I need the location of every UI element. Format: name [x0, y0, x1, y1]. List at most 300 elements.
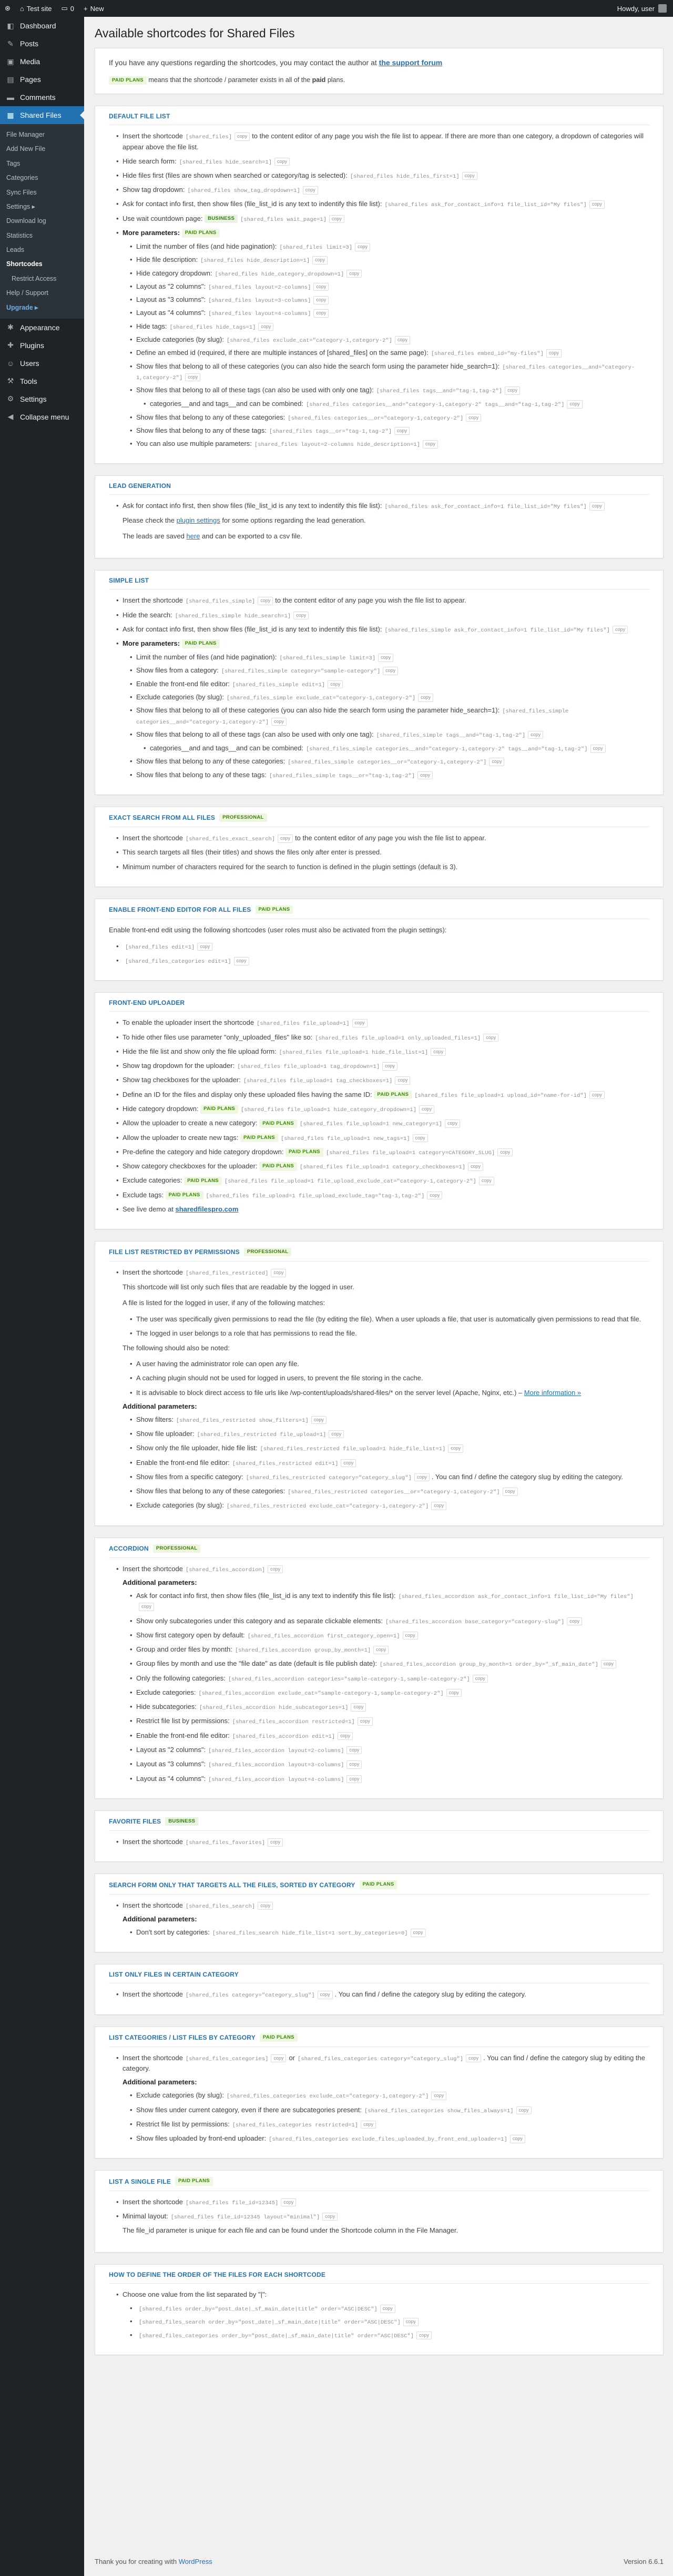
copy-button[interactable]: copy — [318, 1991, 333, 1999]
copy-button[interactable]: copy — [601, 1660, 616, 1668]
list-item — [109, 2211, 649, 2222]
section-title: EXACT SEARCH FROM ALL FILES — [109, 814, 216, 822]
paid-plans-badge: PAID PLANS — [259, 1119, 297, 1128]
list-item — [123, 1388, 649, 1398]
item-label: Show filters: — [136, 1415, 174, 1423]
list-item — [123, 1359, 649, 1369]
copy-button[interactable]: copy — [462, 172, 477, 180]
copy-button[interactable]: copy — [416, 2331, 432, 2340]
list-item — [123, 2105, 649, 2115]
shortcode-text: [shared_files_accordion exclude_cat="sample-category-1,sample-category-2"] — [198, 1690, 444, 1697]
shortcode-text: [shared_files_search] — [185, 1903, 256, 1910]
shortcode-text: [shared_files_accordion layout=2-columns] — [208, 1747, 344, 1754]
list-item — [123, 652, 649, 663]
copy-button[interactable]: copy — [546, 349, 562, 358]
shortcode-text: [shared_files_restricted show_filters=1] — [176, 1417, 309, 1424]
menu-item-tools[interactable] — [0, 372, 84, 390]
list-item — [123, 1702, 649, 1712]
copy-button[interactable]: copy — [268, 1565, 283, 1574]
submenu-sync-files[interactable]: Sync Files — [6, 188, 37, 196]
shortcode-text: [shared_files file_upload=1 only_uploaded_files=1] — [315, 1035, 481, 1042]
list-item — [123, 308, 649, 318]
section-heading — [109, 999, 649, 1012]
paid-plans-badge: PAID PLANS — [166, 1191, 203, 1199]
list-item — [109, 1989, 649, 2000]
item-label: Hide files first (files are shown when searched or category/tag is selected): — [123, 171, 348, 179]
item-label: Define an embed id (required, if there are multiple instances of [shared_files] on the same page): — [136, 349, 429, 357]
item-label: To hide other files use parameter "only_uploaded_files" like so: — [123, 1033, 313, 1041]
copy-button[interactable]: copy — [383, 667, 398, 675]
section-simple-list — [95, 570, 664, 795]
main-content — [95, 17, 664, 2367]
copy-button[interactable]: copy — [445, 1119, 460, 1128]
item-label: Show tag checkboxes for the uploader: — [123, 1076, 241, 1084]
list-item — [136, 743, 649, 754]
copy-button[interactable]: copy — [423, 440, 438, 449]
item-label: More parameters: — [123, 639, 180, 648]
new-content-link[interactable]: + New — [83, 4, 104, 13]
copy-button[interactable]: copy — [329, 215, 344, 223]
list-item — [109, 213, 649, 224]
shortcode-text: [shared_files_simple category="sample-category"] — [221, 668, 381, 675]
comments-link[interactable]: ▭ 0 — [61, 4, 74, 13]
menu-item-pages[interactable] — [0, 70, 84, 88]
paid-plans-badge: PAID PLANS — [256, 905, 293, 914]
submenu-add-new-file[interactable]: Add New File — [6, 145, 46, 153]
wordpress-logo-icon[interactable]: ⊛ — [5, 4, 11, 12]
copy-button[interactable]: copy — [268, 1838, 283, 1847]
section-title: FRONT-END UPLOADER — [109, 999, 185, 1007]
copy-button[interactable]: copy — [281, 2198, 296, 2207]
list-item — [123, 268, 649, 279]
item-label: Allow the uploader to create a new category: — [123, 1119, 258, 1127]
item-label: Minimal layout: — [123, 2212, 168, 2220]
item-label: Hide the file list and show only the file upload form: — [123, 1047, 277, 1055]
users-icon: ☺ — [6, 359, 15, 368]
list-item — [109, 156, 649, 167]
item-note: . You can find / define the category slug by editing the category. — [431, 1472, 623, 1481]
list-item — [109, 1900, 649, 1911]
wordpress-link[interactable]: WordPress — [178, 2558, 212, 2565]
list-item — [109, 1046, 649, 1057]
copy-button[interactable]: copy — [311, 1416, 327, 1424]
section-heading — [109, 577, 649, 589]
support-forum-link[interactable]: the support forum — [379, 58, 443, 67]
section-list-a-single-file — [95, 2170, 664, 2253]
copy-button[interactable]: copy — [473, 1675, 488, 1683]
item-label: Define an ID for the files and display only these uploaded files having the same ID: — [123, 1090, 372, 1098]
list-item — [123, 294, 649, 305]
copy-button[interactable]: copy — [274, 158, 290, 166]
submenu-shortcodes[interactable]: Shortcodes — [6, 260, 43, 268]
plugins-icon: ✚ — [7, 341, 14, 350]
copy-button[interactable]: copy — [355, 243, 370, 251]
paid-plans-badge: PAID PLANS — [285, 1148, 323, 1156]
shortcode-text: [shared_files_accordion group_by_month=1 order_by="_sf_main_date"] — [380, 1662, 598, 1668]
copy-button[interactable]: copy — [329, 1430, 344, 1439]
menu-item-dashboard[interactable] — [0, 17, 84, 35]
copy-button[interactable]: copy — [313, 296, 329, 304]
item-label: This search targets all files (their titles) and shows the files only after enter is pressed. — [123, 848, 382, 857]
copy-button[interactable]: copy — [395, 1076, 410, 1085]
copy-button[interactable]: copy — [589, 200, 605, 209]
item-label: To enable the uploader insert the shortcode — [123, 1019, 254, 1027]
copy-button[interactable]: copy — [419, 1105, 434, 1114]
list-item — [109, 847, 649, 858]
copy-button[interactable]: copy — [528, 731, 543, 739]
copy-button[interactable]: copy — [403, 2318, 419, 2326]
list-item — [123, 334, 649, 345]
menu-item-collapse-menu[interactable] — [0, 408, 84, 426]
shortcode-text: [shared_files ask_for_contact_info=1 file_list_id="My files"] — [384, 202, 587, 209]
admin-footer: Thank you for creating with WordPress Version 6.6.1 — [95, 2558, 664, 2565]
copy-button[interactable]: copy — [358, 1717, 373, 1726]
copy-button[interactable]: copy — [466, 2054, 481, 2063]
item-label: Layout as "3 columns": — [136, 296, 206, 304]
shortcode-text: [shared_files category="category_slug"] — [185, 1992, 315, 1999]
list-item — [123, 1673, 649, 1684]
copy-button[interactable]: copy — [418, 694, 433, 702]
copy-button[interactable]: copy — [411, 1929, 426, 1937]
list-item — [109, 1090, 649, 1100]
list-item — [123, 254, 649, 265]
item-label: Show files that belong to any of these tags: — [136, 770, 267, 779]
shortcode-text: [shared_files] — [185, 134, 232, 141]
item-label: Enable the front-end file editor: — [136, 1731, 230, 1739]
submenu-download-log[interactable]: Download log — [6, 217, 46, 225]
shared-files-icon: ▦ — [7, 110, 14, 119]
shortcode-text: [shared_files_simple categories__and="category-1,category-2"] — [136, 708, 569, 726]
item-label: Show files that belong to any of these categories: — [136, 757, 285, 766]
copy-button[interactable]: copy — [431, 1048, 446, 1056]
shortcode-text: [shared_files file_upload=1 file_upload_exclude_cat="category-1,category-2"] — [224, 1178, 476, 1185]
list-item — [123, 1774, 649, 1784]
copy-button[interactable]: copy — [361, 2121, 376, 2129]
shortcode-text: [shared_files file_id=12345] — [185, 2200, 279, 2206]
submenu-tags[interactable]: Tags — [6, 159, 21, 167]
copy-button[interactable]: copy — [413, 1134, 428, 1143]
section-title: LIST CATEGORIES / LIST FILES BY CATEGORY — [109, 2033, 256, 2041]
section-lead: Enable front-end edit using the following shortcodes (user roles must also be activated from the plugin settings): — [109, 926, 447, 934]
menu-item-appearance[interactable] — [0, 319, 84, 337]
demo-link[interactable]: sharedfilespro.com — [175, 1205, 239, 1213]
copy-button[interactable]: copy — [185, 373, 200, 382]
submenu-leads[interactable]: Leads — [6, 246, 25, 253]
shortcode-text: [shared_files_restricted category="category_slug"] — [246, 1474, 412, 1481]
shortcode-text: [shared_files_categories category="category_slug"] — [298, 2055, 464, 2062]
submenu-categories[interactable]: Categories — [6, 174, 38, 182]
professional-badge: PROFESSIONAL — [153, 1544, 201, 1553]
shortcode-text: [shared_files_simple hide_search=1] — [175, 613, 291, 619]
item-label: Exclude categories (by slug): — [136, 693, 224, 701]
shortcode-text: [shared_files_search hide_file_list=1 sort_by_categories=0] — [212, 1930, 408, 1937]
copy-button[interactable]: copy — [431, 1502, 446, 1510]
copy-button[interactable]: copy — [373, 1646, 389, 1654]
copy-button[interactable]: copy — [293, 612, 309, 620]
copy-button[interactable]: copy — [313, 283, 329, 291]
copy-button[interactable]: copy — [510, 2135, 525, 2143]
section-heading — [109, 1971, 649, 1983]
copy-button[interactable]: copy — [431, 2092, 446, 2100]
submenu-settings[interactable]: Settings ▸ — [6, 202, 35, 210]
item-label: Enable the front-end file editor: — [136, 1458, 230, 1467]
copy-button[interactable]: copy — [328, 680, 343, 689]
shortcode-text: [shared_files order_by="post_date|_sf_main_date|title" order="ASC|DESC"] — [139, 2306, 378, 2313]
intro-box: If you have any questions regarding the shortcodes, you may contact the author at the support forum PAID PLANS means that the shortcode / parameter exists in all of the paid plans. — [95, 48, 664, 94]
item-note: to the content editor of any page you wish the file list to appear. — [275, 596, 466, 605]
menu-item-media[interactable] — [0, 53, 84, 70]
copy-button[interactable]: copy — [417, 771, 433, 780]
copy-button[interactable]: copy — [589, 502, 605, 511]
copy-button[interactable]: copy — [466, 414, 481, 422]
copy-button[interactable]: copy — [346, 1746, 362, 1755]
shortcode-text: [shared_files_simple ask_for_contact_info=1 file_list_id="My files"] — [384, 627, 610, 634]
copy-button[interactable]: copy — [489, 758, 504, 766]
submenu-help-support[interactable]: Help / Support — [6, 289, 48, 297]
copy-button[interactable]: copy — [613, 626, 628, 634]
copy-button[interactable]: copy — [380, 2305, 395, 2313]
avatar — [658, 4, 667, 13]
list-item — [123, 2330, 649, 2340]
submenu-file-manager[interactable]: File Manager — [6, 131, 45, 138]
business-badge: BUSINESS — [205, 215, 238, 223]
copy-button[interactable]: copy — [234, 957, 249, 965]
section-file-list-restricted-by-permissions — [95, 1241, 664, 1526]
item-label: Hide category dropdown: — [123, 1105, 199, 1113]
list-item — [123, 1730, 649, 1741]
copy-button[interactable]: copy — [503, 1488, 518, 1496]
list-item — [123, 385, 649, 410]
copy-button[interactable]: copy — [258, 1902, 273, 1910]
copy-button[interactable]: copy — [446, 1689, 462, 1697]
item-label: Exclude tags: — [123, 1190, 164, 1199]
additional-parameters-heading: Additional parameters: — [123, 2078, 197, 2086]
copy-button[interactable]: copy — [322, 2213, 338, 2221]
copy-button[interactable]: copy — [497, 1148, 513, 1157]
copy-button[interactable]: copy — [338, 1732, 353, 1740]
section-enable-front-end-editor-for-all-files — [95, 899, 664, 981]
shortcode-text: [shared_files_categories] — [185, 2055, 269, 2062]
copy-button[interactable]: copy — [394, 427, 410, 435]
item-label: Choose one value from the list separated by "|": — [123, 2290, 267, 2299]
paid-plans-badge: PAID PLANS — [240, 1134, 278, 1142]
shortcode-text: [shared_files_accordion first_category_open=1] — [247, 1633, 400, 1640]
copy-button[interactable]: copy — [341, 1459, 356, 1468]
copy-button[interactable]: copy — [516, 2106, 532, 2115]
item-label: More parameters: — [123, 229, 180, 237]
item-label: Show files from a category: — [136, 666, 219, 675]
shortcode-text: [shared_files_accordion layout=4-columns] — [208, 1776, 344, 1783]
submenu-statistics[interactable]: Statistics — [6, 231, 33, 239]
item-label: Only the following categories: — [136, 1674, 226, 1682]
here-link[interactable]: here — [186, 532, 200, 541]
additional-parameters-heading: Additional parameters: — [123, 1579, 197, 1587]
shortcode-text: [shared_files_accordion layout=3-columns] — [208, 1762, 344, 1769]
copy-button[interactable]: copy — [313, 309, 329, 318]
list-item — [123, 1644, 649, 1655]
item-label: Restrict file list by permissions: — [136, 1717, 230, 1725]
media-icon: ▣ — [7, 57, 14, 66]
list-item — [123, 679, 649, 689]
shortcode-text: [shared_files hide_description=1] — [200, 258, 310, 264]
submenu-restrict-access[interactable]: Restrict Access — [12, 274, 57, 282]
section-heading — [109, 2177, 649, 2191]
copy-button[interactable]: copy — [403, 1632, 418, 1640]
plugin-settings-link[interactable]: plugin settings — [176, 516, 220, 524]
list-item — [123, 361, 649, 383]
single-file-note: The file_id parameter is unique for each file and can be found under the Shortcode column in the File Manager. — [123, 2226, 458, 2235]
user-menu[interactable]: Howdy, user — [617, 4, 673, 13]
menu-item-label: Users — [20, 359, 39, 368]
menu-item-comments[interactable] — [0, 88, 84, 106]
section-heading — [109, 813, 649, 827]
copy-button[interactable]: copy — [378, 654, 393, 662]
copy-button[interactable]: copy — [590, 745, 606, 753]
item-label: Insert the shortcode — [123, 132, 183, 140]
item-label: Allow the uploader to create new tags: — [123, 1133, 239, 1142]
shortcode-text: [shared_files tags__and="tag-1,tag-2"] — [376, 388, 503, 395]
item-label: Show files uploaded by front-end uploader: — [136, 2134, 267, 2143]
copy-button[interactable]: copy — [589, 1091, 605, 1099]
additional-parameters-heading: Additional parameters: — [123, 1915, 197, 1923]
copy-button[interactable]: copy — [258, 323, 273, 331]
menu-item-plugins[interactable] — [0, 337, 84, 354]
paid-plans-badge: PAID PLANS — [374, 1091, 412, 1099]
copy-button[interactable]: copy — [139, 1603, 154, 1611]
copy-button[interactable]: copy — [303, 186, 318, 195]
copy-button[interactable]: copy — [234, 133, 250, 141]
shortcode-text: [shared_files categories__and="category-1,category-2"] — [136, 364, 635, 381]
shortcode-text: [shared_files_exact_search] — [185, 836, 276, 843]
section-heading — [109, 1817, 649, 1831]
menu-item-label: Pages — [20, 75, 41, 84]
copy-button[interactable]: copy — [278, 834, 293, 843]
item-label: Show files that belong to all of these tags (can also be used with only one tag): — [136, 386, 374, 394]
section-heading — [109, 1544, 649, 1558]
item-note: to the content editor of any page you wish the file list to appear. — [295, 834, 486, 842]
admin-sidebar — [0, 17, 84, 2576]
item-label: You can also use multiple parameters: — [136, 440, 252, 448]
section-heading — [109, 2271, 649, 2284]
section-lead-generation — [95, 475, 664, 558]
list-item — [109, 199, 649, 209]
copy-button[interactable]: copy — [427, 1192, 442, 1200]
section-title: FILE LIST RESTRICTED BY PERMISSIONS — [109, 1248, 240, 1256]
shortcode-text: [shared_files_simple categories__and="category-1,category-2" tags__and="tag-1,tag-2"] — [306, 746, 588, 753]
list-item — [123, 1745, 649, 1755]
item-label: Hide subcategories: — [136, 1703, 197, 1711]
section-heading — [109, 1248, 649, 1261]
item-label: Insert the shortcode — [123, 2197, 183, 2206]
section-title: LIST A SINGLE FILE — [109, 2177, 171, 2185]
list-item — [109, 1190, 649, 1200]
list-item — [123, 2090, 649, 2101]
home-icon: ⌂ — [19, 4, 24, 13]
copy-button[interactable]: copy — [271, 2054, 286, 2063]
item-label: The logged in user belongs to a role that has permissions to read the file. — [136, 1329, 357, 1338]
copy-button[interactable]: copy — [483, 1034, 498, 1042]
copy-button[interactable]: copy — [567, 400, 582, 409]
section-front-end-uploader — [95, 992, 664, 1229]
menu-item-label: Tools — [20, 376, 37, 385]
paid-plans-badge: PAID PLANS — [182, 229, 220, 237]
list-item — [123, 1373, 649, 1383]
copy-button[interactable]: copy — [197, 943, 212, 951]
copy-button[interactable]: copy — [312, 256, 328, 264]
copy-button[interactable]: copy — [352, 1019, 368, 1027]
copy-button[interactable]: copy — [479, 1177, 494, 1185]
site-name-link[interactable]: ⌂ Test site — [19, 4, 52, 13]
shortcode-text: [shared_files_restricted file_upload=1 hide_file_list=1] — [260, 1446, 446, 1453]
section-exact-search-from-all-files — [95, 807, 664, 887]
shortcode-text: [shared_files layout=4-columns] — [208, 311, 311, 318]
copy-button[interactable]: copy — [271, 1269, 286, 1277]
item-label: The user was specifically given permissions to read the file (by editing the file). When a user uploads a file, that user is automatically given permissions to read that file. — [136, 1315, 641, 1323]
menu-item-label: Settings — [20, 394, 47, 403]
list-item — [109, 131, 649, 152]
shared-files-submenu — [0, 124, 84, 319]
submenu-upgrade[interactable]: Upgrade ▸ — [6, 303, 38, 311]
copy-button[interactable]: copy — [505, 386, 520, 395]
list-item — [109, 1564, 649, 1574]
item-label: Restrict file list by permissions: — [136, 2120, 230, 2128]
item-label: Ask for contact info first, then show files (file_list_id is any text to indentify this file list): — [123, 200, 382, 208]
copy-button[interactable]: copy — [448, 1444, 463, 1453]
shortcode-text: [shared_files_categories exclude_cat="category-1,category-2"] — [226, 2093, 429, 2100]
copy-button[interactable]: copy — [346, 1775, 362, 1784]
section-heading — [109, 2033, 649, 2047]
menu-item-settings[interactable] — [0, 390, 84, 408]
copy-button[interactable]: copy — [567, 1617, 582, 1626]
item-label: categories__and and tags__and can be combined: — [150, 744, 303, 752]
item-label: Ask for contact info first, then show files (file_list_id is any text to indentify this file list): — [136, 1592, 396, 1600]
list-item — [123, 1314, 649, 1325]
copy-button[interactable]: copy — [271, 718, 287, 726]
list-item — [123, 729, 649, 754]
item-note: . You can find / define the category slug by editing the category. — [123, 2053, 645, 2073]
copy-button[interactable]: copy — [395, 336, 410, 344]
shortcode-text: [shared_files categories__or="category-1,category-2"] — [288, 415, 464, 422]
copy-button[interactable]: copy — [414, 1473, 430, 1482]
list-item — [123, 1429, 649, 1439]
section-default-file-list — [95, 106, 664, 464]
copy-button[interactable]: copy — [346, 270, 362, 278]
copy-button[interactable]: copy — [468, 1163, 483, 1171]
shortcode-text: [shared_files_search order_by="post_date|_sf_main_date|title" order="ASC|DESC"] — [139, 2319, 401, 2326]
section-favorite-files — [95, 1810, 664, 1862]
item-label: Exclude categories (by slug): — [136, 1501, 224, 1510]
menu-item-users[interactable] — [0, 354, 84, 372]
more-information-link[interactable]: More information » — [524, 1388, 582, 1397]
menu-item-posts[interactable] — [0, 35, 84, 53]
item-label: Layout as "3 columns": — [136, 1760, 206, 1768]
copy-button[interactable]: copy — [258, 597, 273, 605]
list-item — [123, 1591, 649, 1612]
item-label: Insert the shortcode — [123, 1990, 183, 1999]
item-label: Show files that belong to all of these categories (you can also hide the search form using the parameter hide_search=1): — [136, 706, 500, 715]
shortcode-text: [shared_files_accordion edit=1] — [232, 1733, 335, 1740]
menu-item-shared-files[interactable] — [0, 106, 84, 124]
shortcode-text: [shared_files layout=3-columns] — [208, 298, 311, 304]
copy-button[interactable]: copy — [382, 1062, 397, 1071]
pages-icon: ▤ — [7, 75, 14, 84]
menu-item-label: Dashboard — [20, 22, 56, 30]
version-text: Version 6.6.1 — [624, 2558, 664, 2565]
copy-button[interactable]: copy — [351, 1703, 366, 1712]
list-item — [123, 2303, 649, 2314]
copy-button[interactable]: copy — [346, 1760, 362, 1769]
shortcode-text: [shared_files_accordion base_category="category-slug"] — [385, 1618, 565, 1625]
